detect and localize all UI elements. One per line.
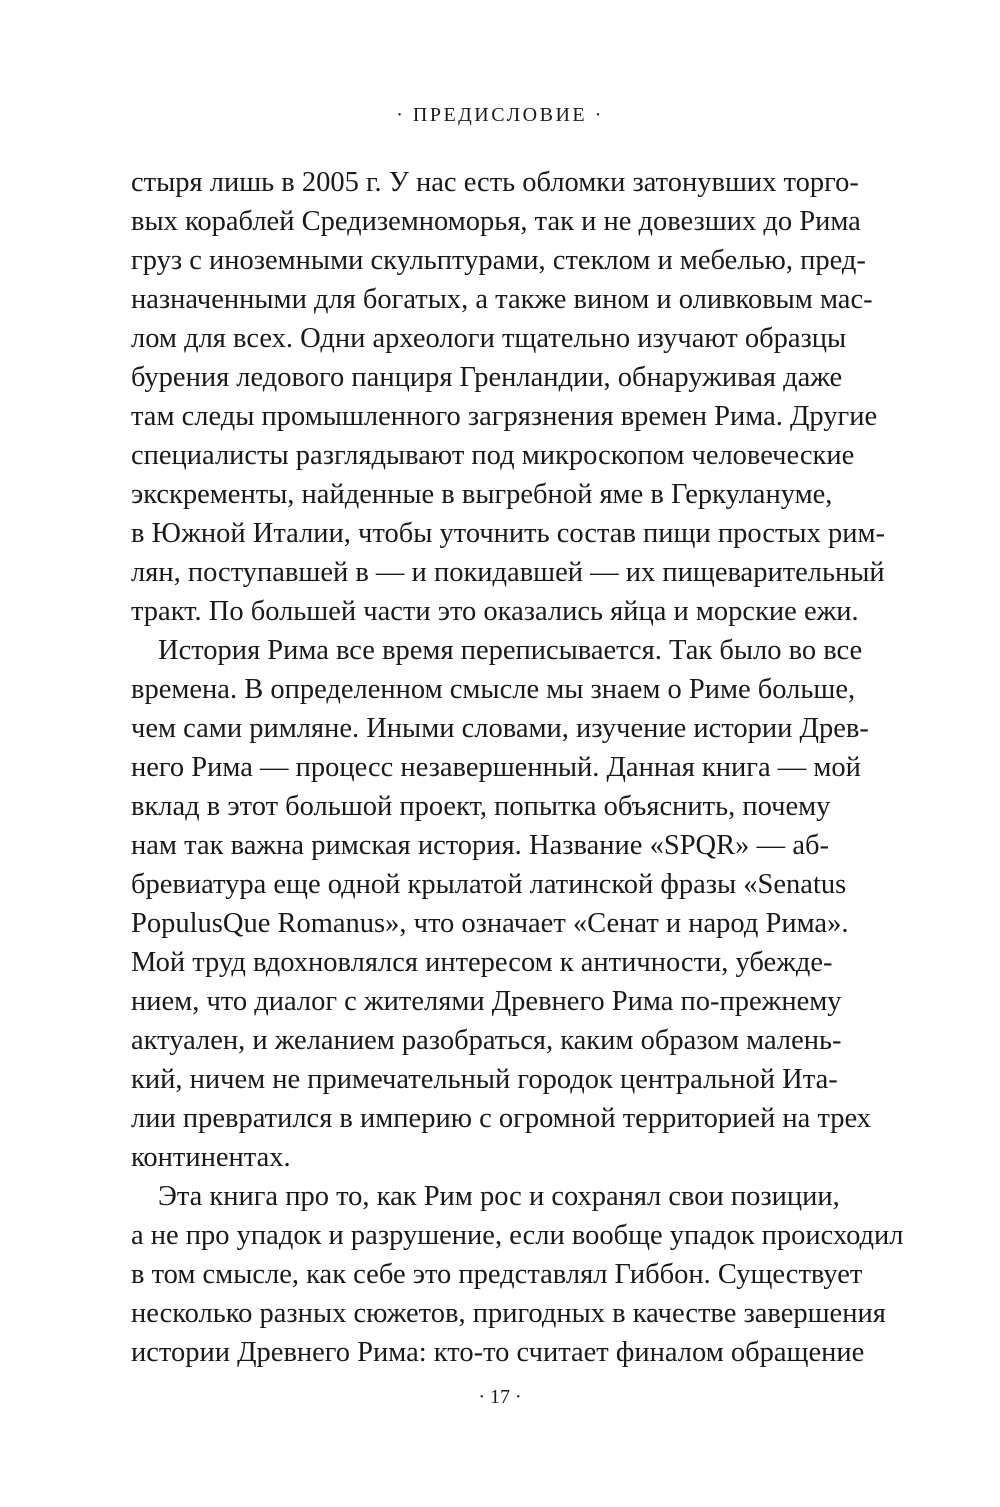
text-line: чем сами римляне. Иными словами, изучение истории Древ- <box>131 713 869 744</box>
text-line: экскременты, найденные в выгребной яме в Геркулануме, <box>131 479 833 510</box>
page-number: · 17 · <box>478 1386 522 1408</box>
text-line: несколько разных сюжетов, пригодных в качестве завершения <box>131 1298 886 1329</box>
text-line: континентах. <box>131 1142 291 1173</box>
text-line: нам так важна римская история. Название «SPQR» — аб- <box>131 830 829 861</box>
text-line: в Южной Италии, чтобы уточнить состав пищи простых рим- <box>131 518 885 549</box>
text-line: бревиатура еще одной крылатой латинской фразы «Senatus <box>131 869 847 900</box>
paragraph <box>131 631 872 1177</box>
text-line: кий, ничем не примечательный городок центральной Ита- <box>131 1064 838 1095</box>
text-line: там следы промышленного загрязнения времен Рима. Другие <box>131 401 878 432</box>
text-line: бурения ледового панциря Гренландии, обнаруживая даже <box>131 362 843 393</box>
text-line: в том смысле, как себе это представлял Гиббон. Существует <box>131 1259 863 1290</box>
text-line: лян, поступавшей в — и покидавшей — их пищеварительный <box>131 557 885 588</box>
text-line: Мой труд вдохновлялся интересом к античности, убежде- <box>131 947 833 978</box>
text-line: груз с иноземными скульптурами, стеклом и мебелью, пред- <box>131 245 866 276</box>
paragraph <box>131 163 885 631</box>
text-line: назначенными для богатых, а также вином и оливковым мас- <box>131 284 873 315</box>
text-line: истории Древнего Рима: кто-то считает финалом обращение <box>131 1337 865 1368</box>
text-line: актуален, и желанием разобраться, каким образом малень- <box>131 1025 842 1056</box>
text-line: него Рима — процесс незавершенный. Данная книга — мой <box>131 752 861 783</box>
running-header: · ПРЕДИСЛОВИЕ · <box>396 104 604 126</box>
text-line: лии превратился в империю с огромной территорией на трех <box>131 1103 872 1134</box>
text-line: лом для всех. Одни археологи тщательно изучают образцы <box>131 323 847 354</box>
text-line: тракт. По большей части это оказались яйца и морские ежи. <box>131 596 859 627</box>
text-line: История Рима все время переписывается. Так было во все <box>158 635 863 666</box>
text-line: PopulusQue Romanus», что означает «Сенат и народ Рима». <box>131 908 849 939</box>
body-text <box>131 163 904 1372</box>
paragraph <box>131 1177 904 1372</box>
text-line: Эта книга про то, как Рим рос и сохранял свои позиции, <box>158 1181 840 1212</box>
text-line: вых кораблей Средиземноморья, так и не довезших до Рима <box>131 206 861 237</box>
text-line: а не про упадок и разрушение, если вообще упадок происходил <box>131 1220 904 1251</box>
text-line: стыря лишь в 2005 г. У нас есть обломки затонувших торго- <box>131 167 859 198</box>
text-line: вклад в этот большой проект, попытка объяснить, почему <box>131 791 831 822</box>
text-line: времена. В определенном смысле мы знаем о Риме больше, <box>131 674 856 705</box>
text-line: специалисты разглядывают под микроскопом человеческие <box>131 440 855 471</box>
text-line: нием, что диалог с жителями Древнего Рима по-прежнему <box>131 986 842 1017</box>
